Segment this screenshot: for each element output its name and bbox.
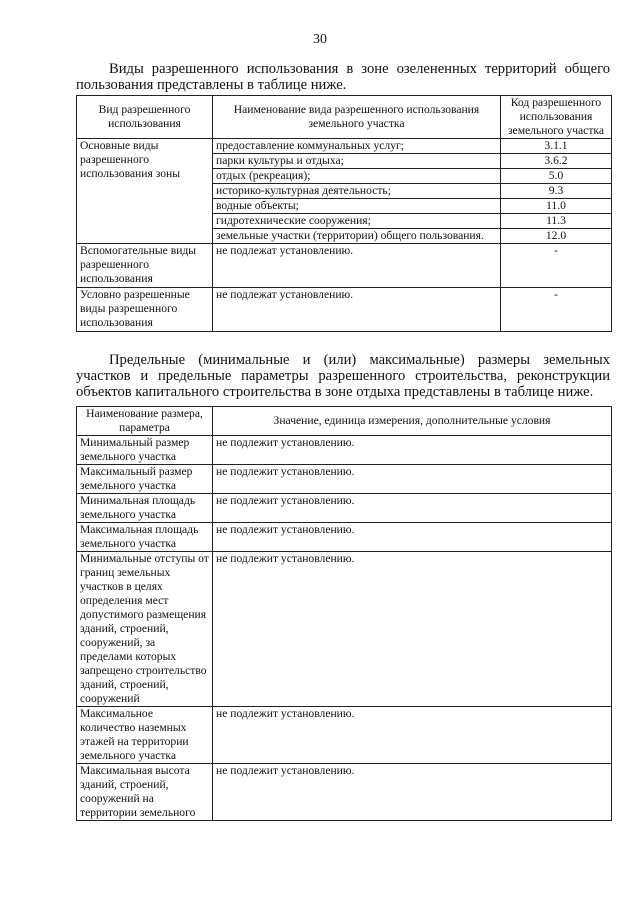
use-name: отдых (рекреация); [213,169,501,184]
use-code: 3.6.2 [501,154,612,169]
table-row [77,139,612,154]
table-row [77,288,612,332]
conditional-uses-label: Условно разрешенные виды разрешенного использования [77,288,213,332]
param-name: Максимальная площадь земельного участка [77,523,213,552]
use-code: 5.0 [501,169,612,184]
param-name: Максимальный размер земельного участка [77,465,213,494]
uses-table-header [77,96,612,139]
header-use-code: Код разрешенного использования земельного участка [501,96,612,139]
table-row [77,436,612,465]
table-row [77,244,612,288]
param-value: не подлежит установлению. [213,764,612,821]
auxiliary-uses-label: Вспомогательные виды разрешенного использования [77,244,213,288]
param-name: Минимальные отступы от границ земельных участков в целях определения мест допустимого размещения зданий, строений, сооружений, за пределами которых запрещено строительство зданий, строений, сооружений [77,552,213,707]
page-number: 30 [313,32,327,47]
header-use-name: Наименование вида разрешенного использования земельного участка [213,96,501,139]
use-code: 12.0 [501,229,612,244]
use-name: земельные участки (территории) общего пользования. [213,229,501,244]
use-code: - [501,244,612,288]
parameters-table [76,406,612,821]
table-row [77,764,612,821]
table-row [77,465,612,494]
param-name: Минимальный размер земельного участка [77,436,213,465]
param-name: Максимальное количество наземных этажей на территории земельного участка [77,707,213,764]
table-row [77,707,612,764]
use-name: гидротехнические сооружения; [213,214,501,229]
use-name: предоставление коммунальных услуг; [213,139,501,154]
limits-paragraph: Предельные (минимальные и (или) максимальные) размеры земельных участков и предельные параметры разрешенного строительства, реконструкции объектов капитального строительства в зоне отдыха представлены в таблице ниже. [76,352,610,400]
use-code: 9.3 [501,184,612,199]
param-value: не подлежит установлению. [213,707,612,764]
use-code: - [501,288,612,332]
header-param-name: Наименование размера, параметра [77,407,213,436]
param-name: Минимальная площадь земельного участка [77,494,213,523]
use-name: историко-культурная деятельность; [213,184,501,199]
main-uses-label: Основные виды разрешенного использования зоны [77,139,213,244]
use-name: не подлежат установлению. [213,244,501,288]
params-table-header [77,407,612,436]
param-value: не подлежит установлению. [213,494,612,523]
use-name: водные объекты; [213,199,501,214]
use-code: 3.1.1 [501,139,612,154]
table-row [77,552,612,707]
param-value: не подлежит установлению. [213,523,612,552]
header-param-value: Значение, единица измерения, дополнительные условия [213,407,612,436]
use-code: 11.3 [501,214,612,229]
param-value: не подлежит установлению. [213,465,612,494]
use-code: 11.0 [501,199,612,214]
table-row [77,523,612,552]
param-value: не подлежит установлению. [213,552,612,707]
use-name: парки культуры и отдыха; [213,154,501,169]
permitted-uses-table [76,95,612,332]
header-use-type: Вид разрешенного использования [77,96,213,139]
intro-paragraph: Виды разрешенного использования в зоне озелененных территорий общего пользования представлены в таблице ниже. [76,61,610,93]
param-value: не подлежит установлению. [213,436,612,465]
param-name: Максимальная высота зданий, строений, сооружений на территории земельного [77,764,213,821]
use-name: не подлежат установлению. [213,288,501,332]
table-row [77,494,612,523]
